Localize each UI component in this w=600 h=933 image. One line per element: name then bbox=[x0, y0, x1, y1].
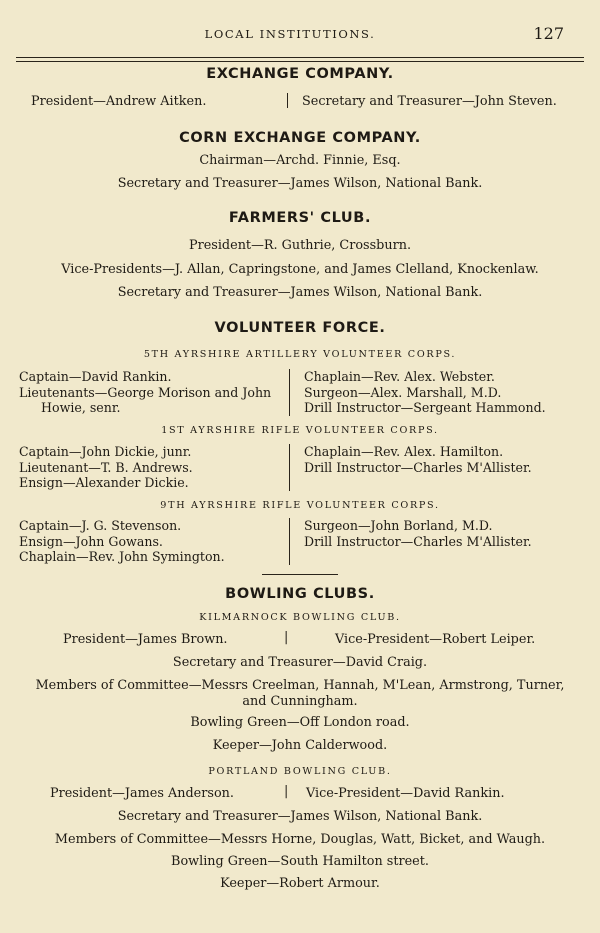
farmers-club-heading: FARMERS' CLUB. bbox=[228, 210, 372, 226]
separator-bar: | bbox=[284, 630, 289, 645]
bowling-clubs-heading: BOWLING CLUBS. bbox=[225, 586, 375, 602]
corps-officer: Chaplain—Rev. Alex. Webster. bbox=[304, 369, 495, 384]
artillery-corps-left-column bbox=[19, 369, 271, 416]
corps-officer: Chaplain—Rev. Alex. Hamilton. bbox=[304, 444, 504, 459]
exchange-secretary: Secretary and Treasurer—John Steven. bbox=[302, 94, 557, 109]
artillery-corps-subheading: 5TH AYRSHIRE ARTILLERY VOLUNTEER CORPS. bbox=[143, 349, 457, 360]
exchange-president: President—Andrew Aitken. bbox=[31, 94, 207, 109]
farmers-club-secretary: Secretary and Treasurer—James Wilson, National Bank. bbox=[117, 285, 483, 300]
corps-officer: Lieutenants—George Morison and John bbox=[19, 384, 272, 400]
corps-officer: Drill Instructor—Charles M'Allister. bbox=[304, 459, 532, 475]
kilmarnock-secretary: Secretary and Treasurer—David Craig. bbox=[172, 655, 428, 670]
portland-vice-president: Vice-President—David Rankin. bbox=[306, 786, 505, 801]
portland-committee: Members of Committee—Messrs Horne, Douglas, Watt, Bicket, and Waugh. bbox=[54, 832, 546, 847]
running-head bbox=[0, 24, 600, 44]
first-rifle-corps-right-column bbox=[304, 444, 532, 475]
first-rifle-corps-left-column bbox=[19, 444, 193, 491]
farmers-club-president: President—R. Guthrie, Crossburn. bbox=[188, 238, 412, 253]
kilmarnock-keeper: Keeper—John Calderwood. bbox=[212, 738, 388, 753]
separator-bar: | bbox=[284, 784, 289, 799]
portland-secretary: Secretary and Treasurer—James Wilson, National Bank. bbox=[117, 809, 483, 824]
kilmarnock-green: Bowling Green—Off London road. bbox=[190, 715, 410, 730]
corps-officer: Drill Instructor—Charles M'Allister. bbox=[304, 533, 532, 549]
header-double-rule bbox=[16, 57, 584, 62]
portland-president: President—James Anderson. bbox=[50, 786, 234, 801]
page-number: 127 bbox=[533, 24, 564, 43]
kilmarnock-president: President—James Brown. bbox=[63, 632, 228, 647]
kilmarnock-committee-cont: and Cunningham. bbox=[242, 694, 358, 709]
first-rifle-corps-subheading: 1ST AYRSHIRE RIFLE VOLUNTEER CORPS. bbox=[161, 425, 439, 436]
ninth-rifle-corps-right-column bbox=[304, 518, 532, 549]
column-separator bbox=[289, 518, 290, 565]
ninth-rifle-corps-subheading: 9TH AYRSHIRE RIFLE VOLUNTEER CORPS. bbox=[160, 500, 440, 511]
portland-green: Bowling Green—South Hamilton street. bbox=[171, 854, 429, 869]
corps-officer: Captain—J. G. Stevenson. bbox=[19, 518, 182, 533]
section-divider bbox=[262, 574, 338, 575]
kilmarnock-committee: Members of Committee—Messrs Creelman, Hannah, M'Lean, Armstrong, Turner, bbox=[35, 678, 565, 693]
ninth-rifle-corps-left-column bbox=[19, 518, 225, 565]
corps-officer: Captain—John Dickie, junr. bbox=[19, 444, 192, 459]
corps-officer: Ensign—Alexander Dickie. bbox=[19, 475, 189, 490]
portland-keeper: Keeper—Robert Armour. bbox=[220, 876, 380, 891]
portland-bowling-subheading: PORTLAND BOWLING CLUB. bbox=[208, 766, 392, 777]
corps-officer: Chaplain—Rev. John Symington. bbox=[19, 549, 225, 564]
kilmarnock-bowling-subheading: KILMARNOCK BOWLING CLUB. bbox=[199, 612, 401, 623]
corps-officer: Captain—David Rankin. bbox=[19, 369, 172, 384]
corn-exchange-chairman: Chairman—Archd. Finnie, Esq. bbox=[199, 153, 401, 168]
corn-exchange-heading: CORN EXCHANGE COMPANY. bbox=[179, 130, 421, 146]
column-separator bbox=[287, 93, 288, 108]
column-separator bbox=[289, 369, 290, 416]
corps-officer: Lieutenant—T. B. Andrews. bbox=[19, 459, 193, 475]
corps-officer: Surgeon—Alex. Marshall, M.D. bbox=[304, 384, 502, 400]
column-separator bbox=[289, 444, 290, 491]
corps-officer: Drill Instructor—Sergeant Hammond. bbox=[304, 400, 546, 415]
corps-officer: Howie, senr. bbox=[41, 400, 121, 415]
volunteer-force-heading: VOLUNTEER FORCE. bbox=[214, 320, 386, 336]
corps-officer: Surgeon—John Borland, M.D. bbox=[304, 518, 493, 533]
exchange-company-heading: EXCHANGE COMPANY. bbox=[206, 66, 394, 82]
corps-officer: Ensign—John Gowans. bbox=[19, 533, 163, 549]
farmers-club-vice-presidents: Vice-Presidents—J. Allan, Capringstone, and James Clelland, Knockenlaw. bbox=[61, 262, 539, 277]
kilmarnock-vice-president: Vice-President—Robert Leiper. bbox=[335, 632, 536, 647]
running-head-title: LOCAL INSTITUTIONS. bbox=[204, 27, 376, 41]
artillery-corps-right-column bbox=[304, 369, 546, 416]
corn-exchange-secretary: Secretary and Treasurer—James Wilson, National Bank. bbox=[117, 176, 483, 191]
